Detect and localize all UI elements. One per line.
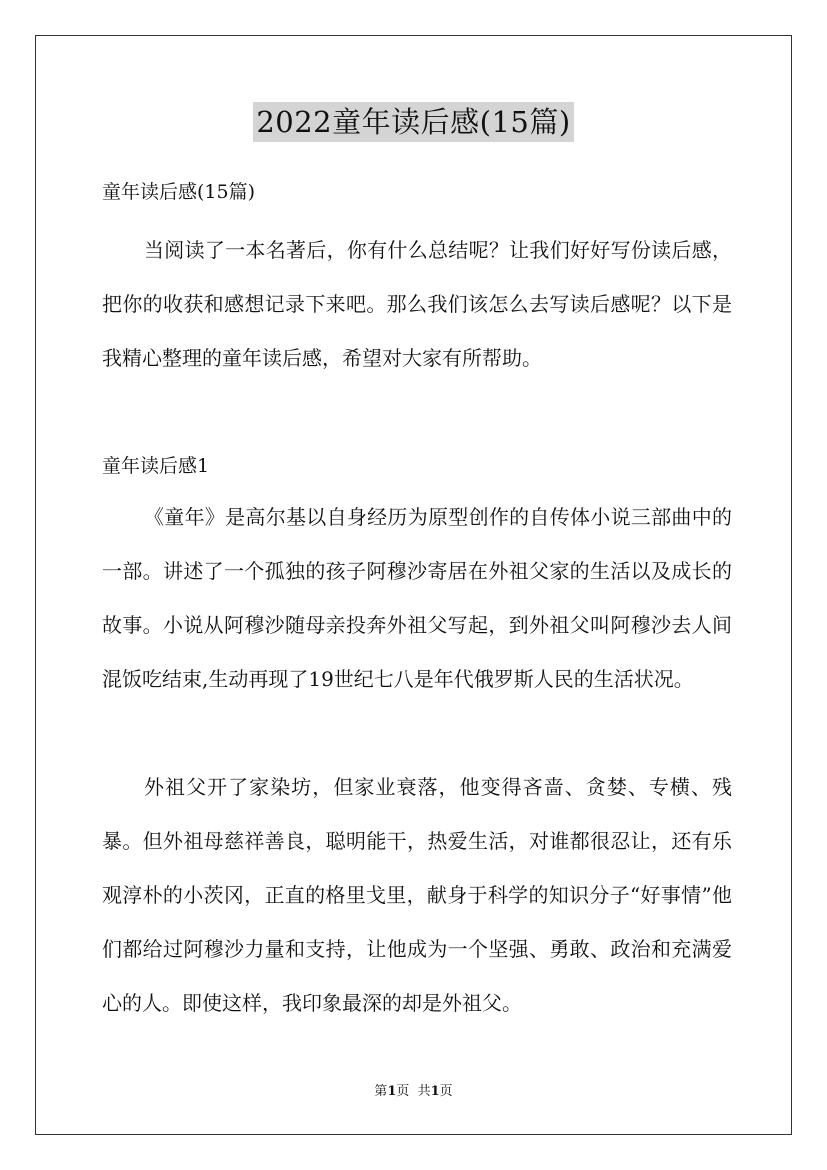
document-subtitle: 童年读后感(15篇) — [102, 181, 256, 203]
intro-paragraph: 当阅读了一本名著后，你有什么总结呢？让我们好好写份读后感，把你的收获和感想记录下来吧。那么我们该怎么去写读后感呢？以下是我精心整理的童年读后感，希望对大家有所帮助。 — [102, 238, 732, 370]
title-container — [0, 102, 827, 142]
page-footer — [0, 1083, 827, 1101]
footer-page-number: 1 — [387, 1084, 397, 1099]
footer-page-suffix: 页 — [439, 1084, 453, 1099]
body-paragraph-1: 《童年》是高尔基以自身经历为原型创作的自传体小说三部曲中的一部。讲述了一个孤独的孩子阿穆沙寄居在外祖父家的生活以及成长的故事。小说从阿穆沙随母亲投奔外祖父写起，到外祖父叫阿穆沙去人间混饭吃结束,生动再现了19世纪七八是年代俄罗斯人民的生活状况。 — [102, 505, 732, 691]
section-heading: 童年读后感1 — [102, 455, 210, 477]
footer-page-mid: 页 共 — [396, 1084, 431, 1099]
body-paragraph-2: 外祖父开了家染坊，但家业衰落，他变得吝啬、贪婪、专横、残暴。但外祖母慈祥善良，聪明能干，热爱生活，对谁都很忍让，还有乐观淳朴的小茨冈，正直的格里戈里，献身于科学的知识分子“好事情”他们都给过阿穆沙力量和支持，让他成为一个坚强、勇敢、政治和充满爱心的人。即使这样，我印象最深的却是外祖父。 — [102, 775, 732, 1015]
footer-page-total: 1 — [430, 1084, 440, 1099]
footer-page-prefix: 第 — [374, 1084, 388, 1099]
document-title: 2022童年读后感(15篇) — [253, 102, 573, 142]
